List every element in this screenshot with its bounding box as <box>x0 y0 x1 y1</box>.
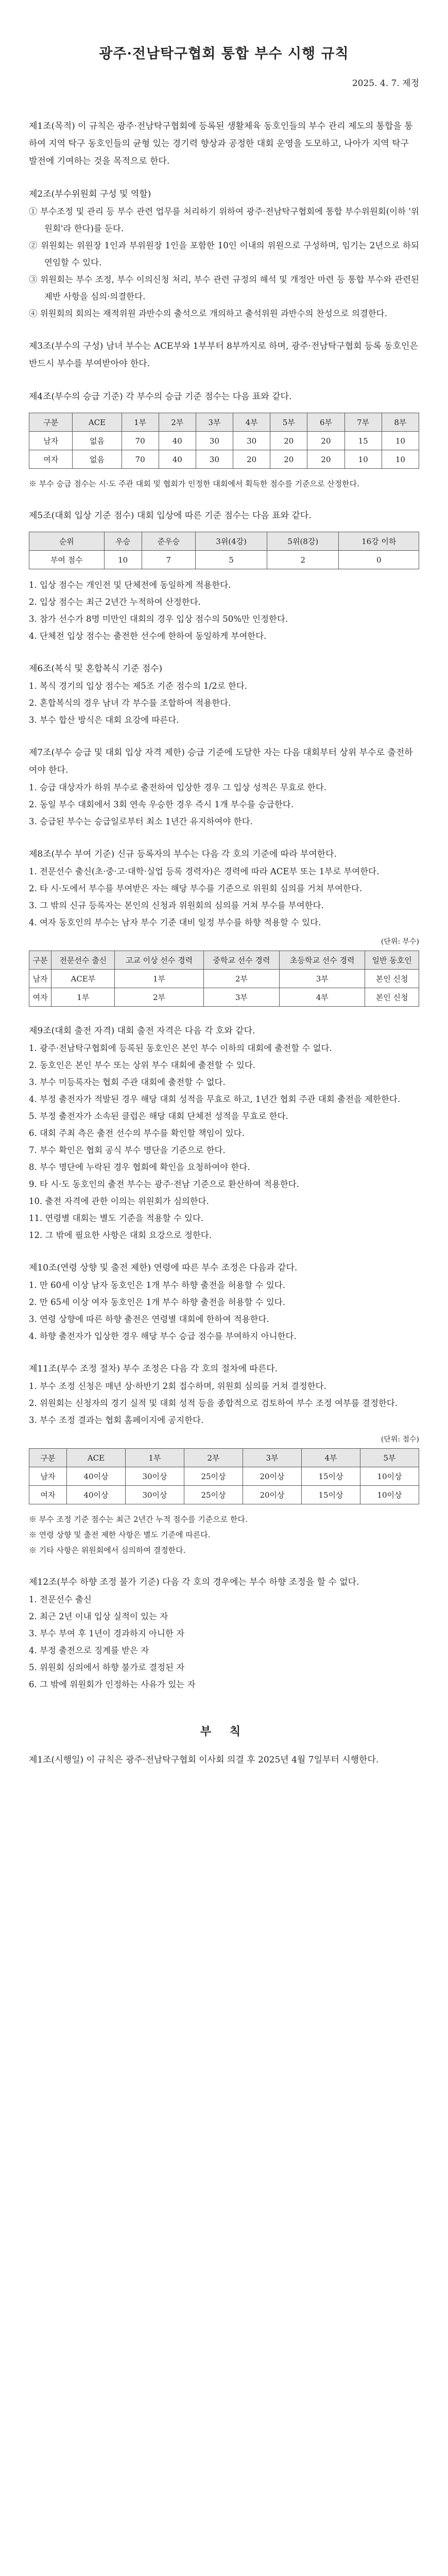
table-header-cell: 2부 <box>184 1449 243 1467</box>
placement-score-table <box>29 532 419 569</box>
article-11-heading: 제11조(부수 조정 절차) 부수 조정은 다음 각 호의 절차에 따른다. <box>29 1364 278 1374</box>
article-12-item: 1. 전문선수 출신 <box>29 1595 92 1604</box>
table-cell: 20 <box>307 432 344 450</box>
article-11-item: 3. 부수 조정 결과는 협회 홈페이지에 공지한다. <box>29 1415 204 1425</box>
table-header-cell: 16강 이하 <box>339 532 419 551</box>
table-cell: 10 <box>382 432 419 450</box>
table-header-row <box>29 951 419 970</box>
table-header-cell: ACE <box>73 413 122 432</box>
initial-division-table <box>29 951 419 1007</box>
article-9-item: 3. 부수 미등록자는 협회 주관 대회에 출전할 수 없다. <box>29 1077 226 1087</box>
article-9-item: 2. 동호인은 본인 부수 또는 상위 부수 대회에 출전할 수 있다. <box>29 1060 256 1070</box>
table-cell: 없음 <box>73 432 122 450</box>
adjustment-score-table <box>29 1448 419 1504</box>
table-cell: 남자 <box>29 1467 67 1486</box>
table-cell: 10이상 <box>360 1486 419 1504</box>
article-11-note: ※ 부수 조정 기준 점수는 최근 2년간 누적 점수를 기준으로 한다. <box>29 1515 248 1524</box>
table-cell: 70 <box>122 432 159 450</box>
table-header-cell: 초등학교 선수 경력 <box>280 951 365 970</box>
article-9-heading: 제9조(대회 출전 자격) 대회 출전 자격은 다음 각 호와 같다. <box>29 1026 255 1036</box>
table-row <box>29 970 419 988</box>
article-9 <box>29 1022 419 1244</box>
annex-title: 부 칙 <box>200 1725 248 1738</box>
table-row <box>29 450 419 469</box>
table-header-row <box>29 1449 419 1467</box>
article-12-item: 2. 최근 2년 이내 입상 실적이 있는 자 <box>29 1612 168 1621</box>
table-cell: 남자 <box>29 432 73 450</box>
article-10-item: 4. 하향 출전자가 입상한 경우 해당 부수 승급 점수를 부여하지 아니한다. <box>29 1331 297 1341</box>
article-2 <box>29 185 419 322</box>
table-cell: 25이상 <box>184 1467 243 1486</box>
table-header-cell: 구분 <box>29 1449 67 1467</box>
table-cell: 70 <box>122 450 159 469</box>
table-cell: 여자 <box>29 450 73 469</box>
article-5 <box>29 507 419 645</box>
article-11-note: ※ 기타 사항은 위원회에서 심의하여 결정한다. <box>29 1546 186 1555</box>
table-cell: 40 <box>159 450 196 469</box>
table-header-cell: 8부 <box>382 413 419 432</box>
article-11-item: 2. 위원회는 신청자의 경기 실적 및 대회 성적 등을 종합적으로 검토하여 부수 조정 여부를 결정한다. <box>29 1398 398 1408</box>
table-header-cell: 4부 <box>301 1449 360 1467</box>
article-6-item: 1. 복식 경기의 입상 점수는 제5조 기준 점수의 1/2로 한다. <box>29 681 248 691</box>
table-cell: 7 <box>142 551 195 569</box>
article-5-item: 2. 입상 점수는 최근 2년간 누적하여 산정한다. <box>29 597 201 607</box>
article-5-item: 4. 단체전 입상 점수는 출전한 선수에 한하여 동일하게 부여한다. <box>29 631 267 641</box>
article-6-item: 3. 부수 합산 방식은 대회 요강에 따른다. <box>29 715 179 725</box>
article-10-heading: 제10조(연령 상향 및 출전 제한) 연령에 따른 부수 조정은 다음과 같다. <box>29 1263 298 1273</box>
table-cell: 20 <box>270 432 307 450</box>
table-cell: 30이상 <box>125 1486 184 1504</box>
article-12-item: 6. 그 밖에 위원회가 인정하는 사유가 있는 자 <box>29 1680 196 1689</box>
table-cell: 40 <box>159 432 196 450</box>
article-7-heading: 제7조(부수 승급 및 대회 입상 자격 제한) 승급 기준에 도달한 자는 다음 대회부터 상위 부수로 출전하여야 한다. <box>29 748 413 775</box>
article-12 <box>29 1573 419 1693</box>
table-cell: 여자 <box>29 1486 67 1504</box>
article-12-item: 3. 부수 부여 후 1년이 경과하지 아니한 자 <box>29 1629 185 1638</box>
article-5-heading: 제5조(대회 입상 기준 점수) 대회 입상에 따른 기준 점수는 다음 표와 같다. <box>29 511 312 521</box>
table-cell: 3부 <box>280 970 365 988</box>
table-cell: 25이상 <box>184 1486 243 1504</box>
table-header-cell: 2부 <box>159 413 196 432</box>
article-4 <box>29 388 419 492</box>
table-cell: ACE부 <box>51 970 115 988</box>
table-cell: 여자 <box>29 988 51 1007</box>
table-header-cell: 1부 <box>122 413 159 432</box>
table-cell: 남자 <box>29 970 51 988</box>
table-header-cell: 3부 <box>243 1449 301 1467</box>
table-cell: 20 <box>270 450 307 469</box>
article-11 <box>29 1360 419 1558</box>
article-2-item: ④ 위원회의 회의는 재적위원 과반수의 출석으로 개의하고 출석위원 과반수의 찬성으로 의결한다. <box>29 309 387 318</box>
table-row <box>29 432 419 450</box>
article-8-item: 2. 타 시·도에서 부수를 부여받은 자는 해당 부수를 기준으로 위원회 심의를 거쳐 부여한다. <box>29 884 363 893</box>
article-5-item: 3. 참가 선수가 8명 미만인 대회의 경우 입상 점수의 50%만 인정한다. <box>29 614 288 624</box>
article-4-heading: 제4조(부수의 승급 기준) 각 부수의 승급 기준 점수는 다음 표와 같다. <box>29 392 292 402</box>
table-header-cell: 7부 <box>344 413 382 432</box>
table-cell: 10 <box>344 450 382 469</box>
table-header-row <box>29 413 419 432</box>
article-8-item: 3. 그 밖의 신규 등록자는 본인의 신청과 위원회의 심의를 거쳐 부수를 부여한다. <box>29 901 324 910</box>
article-10-item: 2. 만 65세 이상 여자 동호인은 1개 부수 하향 출전을 허용할 수 있다. <box>29 1297 285 1307</box>
table-cell: 5 <box>195 551 267 569</box>
article-4-note: ※ 부수 승급 점수는 시·도 주관 대회 및 협회가 인정한 대회에서 획득한 점수를 기준으로 산정한다. <box>29 479 359 488</box>
table-row <box>29 1467 419 1486</box>
article-8-heading: 제8조(부수 부여 기준) 신규 등록자의 부수는 다음 각 호의 기준에 따라 부여한다. <box>29 849 337 859</box>
article-9-item: 12. 그 밖에 필요한 사항은 대회 요강으로 정한다. <box>29 1230 212 1240</box>
table-cell: 40이상 <box>66 1467 125 1486</box>
article-6-item: 2. 혼합복식의 경우 남녀 각 부수를 조합하여 적용한다. <box>29 698 231 708</box>
table-row <box>29 1486 419 1504</box>
table-cell: 1부 <box>51 988 115 1007</box>
table-cell: 20 <box>233 450 270 469</box>
table-header-cell: 1부 <box>125 1449 184 1467</box>
article-12-heading: 제12조(부수 하향 조정 불가 기준) 다음 각 호의 경우에는 부수 하향 조정을 할 수 없다. <box>29 1577 359 1587</box>
article-2-item: ① 부수조정 및 관리 등 부수 관련 업무를 처리하기 위하여 광주·전남탁구협회에 통합 부수위원회(이하 '위원회'라 한다)를 둔다. <box>29 207 419 233</box>
table-unit-label: (단위: 부수) <box>381 938 419 946</box>
table-cell: 30 <box>196 450 233 469</box>
table-cell: 30 <box>196 432 233 450</box>
table-header-cell: 중학교 선수 경력 <box>203 951 280 970</box>
table-cell: 0 <box>339 551 419 569</box>
article-3-text: 제3조(부수의 구성) 남녀 부수는 ACE부와 1부부터 8부까지로 하며, 광주·전남탁구협회 등록 동호인은 반드시 부수를 부여받아야 한다. <box>29 341 418 369</box>
article-6 <box>29 660 419 728</box>
table-header-cell: 5부 <box>360 1449 419 1467</box>
article-7-item: 2. 동일 부수 대회에서 3회 연속 우승한 경우 즉시 1개 부수를 승급한다. <box>29 800 294 809</box>
table-cell: 30 <box>233 432 270 450</box>
article-1 <box>29 117 419 170</box>
article-9-item: 10. 출전 자격에 관한 이의는 위원회가 심의한다. <box>29 1196 209 1206</box>
article-10-item: 3. 연령 상향에 따른 하향 출전은 연령별 대회에 한하여 적용한다. <box>29 1314 269 1324</box>
promotion-score-table <box>29 413 419 469</box>
table-cell: 본인 신청 <box>365 970 419 988</box>
article-9-item: 8. 부수 명단에 누락된 경우 협회에 확인을 요청하여야 한다. <box>29 1162 250 1172</box>
article-2-item: ② 위원회는 위원장 1인과 부위원장 1인을 포함한 10인 이내의 위원으로 구성하며, 임기는 2년으로 하되 연임할 수 있다. <box>29 241 419 267</box>
table-row <box>29 988 419 1007</box>
article-7-item: 3. 승급된 부수는 승급일로부터 최소 1년간 유지하여야 한다. <box>29 817 253 826</box>
table-cell: 30이상 <box>125 1467 184 1486</box>
article-9-item: 5. 부정 출전자가 소속된 클럽은 해당 대회 단체전 성적을 무효로 한다. <box>29 1111 288 1121</box>
table-header-cell: 우승 <box>104 532 142 551</box>
article-7-item: 1. 승급 대상자가 하위 부수로 출전하여 입상한 경우 그 입상 성적은 무효로 한다. <box>29 783 327 792</box>
enactment-date: 2025. 4. 7. 제정 <box>352 78 419 89</box>
table-header-cell: 3부 <box>196 413 233 432</box>
table-header-cell: 구분 <box>29 951 51 970</box>
table-header-cell: 일반 동호인 <box>365 951 419 970</box>
table-header-cell: 준우승 <box>142 532 195 551</box>
table-cell: 2부 <box>115 988 203 1007</box>
table-header-cell: 4부 <box>233 413 270 432</box>
table-cell: 본인 신청 <box>365 988 419 1007</box>
article-2-item: ③ 위원회는 부수 조정, 부수 이의신청 처리, 부수 관련 규정의 해석 및 개정안 마련 등 통합 부수와 관련된 제반 사항을 심의·의결한다. <box>29 275 419 301</box>
table-header-cell: 5위(8강) <box>267 532 339 551</box>
table-unit-label: (단위: 점수) <box>381 1435 419 1444</box>
table-cell: 15이상 <box>301 1486 360 1504</box>
table-cell: 3부 <box>203 988 280 1007</box>
table-cell: 15 <box>344 432 382 450</box>
article-11-note: ※ 연령 상향 및 출전 제한 사항은 별도 기준에 따른다. <box>29 1530 211 1539</box>
table-header-cell: 6부 <box>307 413 344 432</box>
document-title: 광주·전남탁구협회 통합 부수 시행 규칙 <box>99 46 349 62</box>
table-header-cell: 순위 <box>29 532 105 551</box>
table-header-cell: 3위(4강) <box>195 532 267 551</box>
article-3 <box>29 337 419 372</box>
article-9-item: 4. 부정 출전자가 적발된 경우 해당 대회 성적을 무효로 하고, 1년간 협회 주관 대회 출전을 제한한다. <box>29 1094 401 1104</box>
article-11-item: 1. 부수 조정 신청은 매년 상·하반기 2회 접수하며, 위원회 심의를 거쳐 결정한다. <box>29 1381 326 1391</box>
article-6-heading: 제6조(복식 및 혼합복식 기준 점수) <box>29 664 163 674</box>
article-12-item: 5. 위원회 심의에서 하향 불가로 결정된 자 <box>29 1663 185 1672</box>
table-cell: 2부 <box>203 970 280 988</box>
table-cell: 10 <box>382 450 419 469</box>
table-cell: 1부 <box>115 970 203 988</box>
article-10-item: 1. 만 60세 이상 남자 동호인은 1개 부수 하향 출전을 허용할 수 있다. <box>29 1280 285 1290</box>
article-9-item: 11. 연령별 대회는 별도 기준을 적용할 수 있다. <box>29 1213 204 1223</box>
table-header-cell: 고교 이상 선수 경력 <box>115 951 203 970</box>
article-10 <box>29 1259 419 1345</box>
article-1-text: 제1조(목적) 이 규칙은 광주·전남탁구협회에 등록된 생활체육 동호인들의 부수 관리 제도의 통합을 통하여 지역 탁구 동호인들의 균형 있는 경기력 향상과 공정한 대회 운영을 도모하고, 나아가 지역 탁구 발전에 기여하는 것을 목적으로 한다. <box>29 121 413 166</box>
table-cell: 20이상 <box>243 1486 301 1504</box>
article-9-item: 1. 광주·전남탁구협회에 등록된 동호인은 본인 부수 이하의 대회에 출전할 수 없다. <box>29 1043 332 1053</box>
article-5-item: 1. 입상 점수는 개인전 및 단체전에 동일하게 적용한다. <box>29 580 231 590</box>
table-header-cell: 구분 <box>29 413 73 432</box>
table-cell: 없음 <box>73 450 122 469</box>
article-8-item: 1. 전문선수 출신(초·중·고·대학·실업 등록 경력자)은 경력에 따라 ACE부 또는 1부로 부여한다. <box>29 867 380 876</box>
table-cell: 4부 <box>280 988 365 1007</box>
table-cell: 15이상 <box>301 1467 360 1486</box>
table-header-cell: 전문선수 출신 <box>51 951 115 970</box>
article-9-item: 6. 대회 주최 측은 출전 선수의 부수를 확인할 책임이 있다. <box>29 1128 245 1138</box>
table-header-row <box>29 532 419 551</box>
table-header-cell: ACE <box>66 1449 125 1467</box>
table-cell: 20 <box>307 450 344 469</box>
table-cell: 부여 점수 <box>29 551 105 569</box>
annex-text: 제1조(시행일) 이 규칙은 광주·전남탁구협회 이사회 의결 후 2025년 4월 7일부터 시행한다. <box>29 1755 379 1765</box>
article-12-item: 4. 부정 출전으로 징계를 받은 자 <box>29 1646 149 1655</box>
article-8 <box>29 845 419 1007</box>
article-8-item: 4. 여자 동호인의 부수는 남자 부수 기준 대비 일정 부수를 하향 적용할 수 있다. <box>29 918 321 927</box>
table-row <box>29 551 419 569</box>
table-cell: 10이상 <box>360 1467 419 1486</box>
table-cell: 20이상 <box>243 1467 301 1486</box>
table-cell: 10 <box>104 551 142 569</box>
table-header-cell: 5부 <box>270 413 307 432</box>
article-9-item: 7. 부수 확인은 협회 공식 부수 명단을 기준으로 한다. <box>29 1145 226 1155</box>
article-9-item: 9. 타 시·도 동호인의 출전 부수는 광주·전남 기준으로 환산하여 적용한다. <box>29 1179 299 1189</box>
table-cell: 2 <box>267 551 339 569</box>
article-7 <box>29 744 419 830</box>
table-cell: 40이상 <box>66 1486 125 1504</box>
article-2-heading: 제2조(부수위원회 구성 및 역할) <box>29 189 151 199</box>
